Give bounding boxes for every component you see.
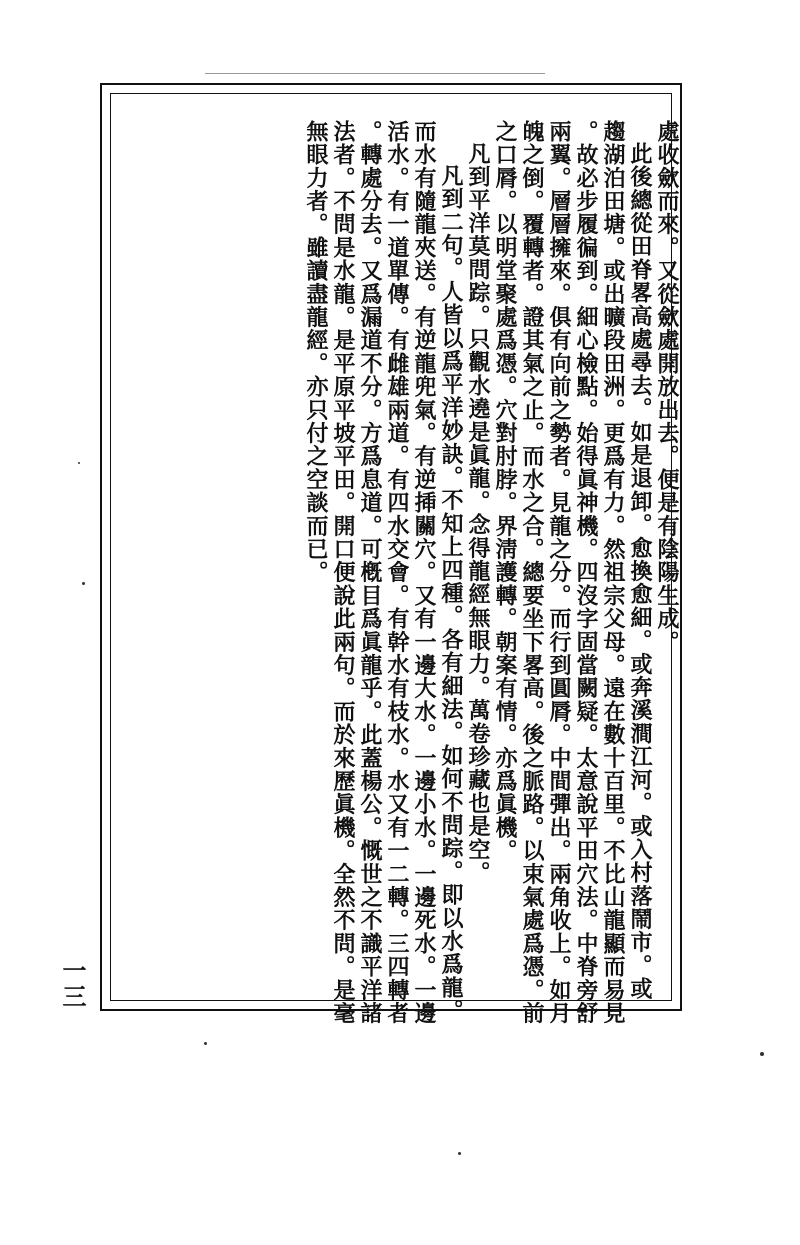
verse-column: 凡到平洋莫問踪。只觀水遶是眞龍。念得龍經無眼力。萬卷珍藏也是空。 xyxy=(465,142,491,885)
scan-speck xyxy=(458,1152,461,1155)
text-column-1: 處收歛而來。又從歛處開放出去。便是有陰陽生成。 xyxy=(654,120,680,654)
text-column-13: 法者。不問是水龍。是平原平坡平田。開口便說此兩句。而於來歷眞機。全然不問。是毫 xyxy=(330,120,356,1025)
text-column-3: 趨湖泊田塘。或出曠段田洲。更爲有力。然祖宗父母。遠在數十百里。不比山龍顯而易見 xyxy=(600,120,626,1025)
scan-speck xyxy=(82,582,85,585)
text-column-9: 凡到二句。人皆以爲平洋妙訣。不知上四種。各有細法。如何不問踪。即以水爲龍。 xyxy=(438,164,464,1023)
text-column-5: 兩翼。層層擁來。俱有向前之勢者。見龍之分。而行到圓脣。中間彈出。兩角收上。如月 xyxy=(546,120,572,1025)
scan-speck xyxy=(78,462,80,464)
text-column-14: 無眼力者。雖讀盡龍經。亦只付之空談而已。 xyxy=(303,120,329,584)
text-column-2: 此後總從田脊畧高處尋去。如是退卸。愈換愈細。或奔溪澗江河。或入村落鬧市。或 xyxy=(627,142,653,1001)
scan-artifact-line xyxy=(205,73,545,74)
text-column-6: 魄之倒。覆轉者。證其氣之止。而水之合。總要坐下畧高。後之脈路。以束氣處爲憑。前 xyxy=(519,120,545,1025)
text-column-4: 。故必步履徧到。細心檢點。始得眞神機。四沒字固當闕疑。太意說平田穴法。中脊旁舒 xyxy=(573,120,599,1025)
text-column-11: 活水。有一道單傳。有雌雄兩道。有四水交會。有幹水有枝水。水又有一二轉。三四轉者 xyxy=(384,120,410,1025)
scan-speck xyxy=(760,1052,764,1056)
text-column-12: 。轉處分去。又爲漏道不分。方爲息道。可槪目爲眞龍乎。此蓋楊公。慨世之不識平洋諸 xyxy=(357,120,383,1025)
text-column-10: 而水有隨龍夾送。有逆龍兜氣。有逆揷關穴。又有一邊大水。一邊小水。一邊死水。一邊 xyxy=(411,120,437,1025)
vertical-text-block xyxy=(250,120,680,1025)
page-number: 一三 xyxy=(58,958,87,1010)
text-column-7: 之口脣。以明堂聚處爲憑。穴對肘脖。界淸護轉。朝案有情。亦爲眞機。 xyxy=(492,120,518,863)
scan-speck xyxy=(204,1042,207,1045)
